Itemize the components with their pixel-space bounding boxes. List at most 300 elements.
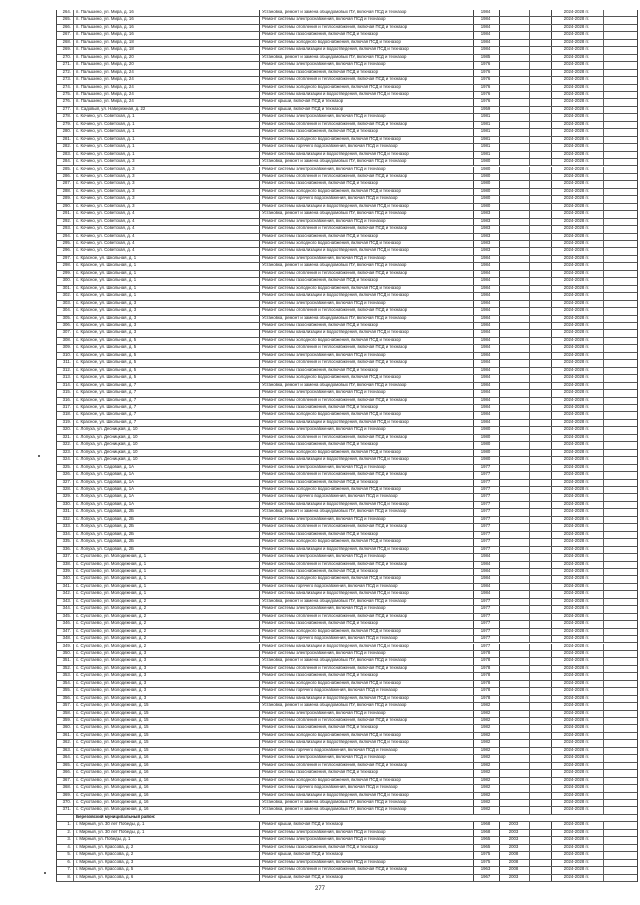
table-row [57, 629, 637, 636]
table-row [57, 502, 637, 509]
row-blank-cell [529, 517, 549, 523]
row-planned-period: 2024-2028 гг. [551, 494, 601, 500]
row-blank-cell [603, 860, 637, 866]
row-address: с. Кочино, ул. Советская, д. 3 [73, 159, 233, 165]
row-planned-period: 2024-2028 гг. [551, 338, 601, 344]
row-blank-cell [603, 17, 637, 23]
row-blank-cell [529, 785, 549, 791]
row-blank-cell [603, 763, 637, 769]
row-blank-cell [529, 248, 549, 254]
row-last-repair-year [499, 152, 527, 158]
row-address: с. Сухотаево, ул. Молодежная, д. 2 [73, 606, 233, 612]
row-blank-cell [529, 55, 549, 61]
row-planned-period: 2024-2028 гг. [551, 465, 601, 471]
table-row [57, 390, 637, 397]
row-number: 319. [62, 419, 71, 424]
row-last-repair-year [499, 450, 527, 456]
row-address: с. Сухотаево, ул. Молодежная, д. 16 [73, 793, 233, 799]
row-blank-cell [603, 204, 637, 210]
row-blank-cell [529, 435, 549, 441]
row-planned-period: 2024-2028 гг. [551, 591, 601, 597]
row-address: с. Сухотаево, ул. Молодежная, д. 16 [73, 755, 233, 761]
row-last-repair-year [499, 576, 527, 582]
row-planned-period: 2024-2028 гг. [551, 77, 601, 83]
row-blank-cell [529, 211, 549, 217]
row-build-year: 1982 [473, 740, 497, 746]
row-build-year: 1978 [473, 651, 497, 657]
row-work-type: Установка, ремонт и замена общедомовых ПУ, включая ПСД и техназор [259, 55, 471, 61]
row-address: п. Пальшино, ул. Мира, д. 24 [73, 92, 233, 98]
row-build-year: 1982 [473, 785, 497, 791]
row-planned-period: 2024-2028 гг. [551, 323, 601, 329]
row-blank-cell [603, 70, 637, 76]
table-row [57, 398, 637, 405]
table-row [57, 301, 637, 308]
row-build-year: 1982 [473, 807, 497, 813]
row-build-year: 1976 [473, 70, 497, 76]
row-address: с. Лопуха, ул. Десницкая, д. 10 [73, 457, 233, 463]
row-address: с. Сухотаево, ул. Молодежная, д. 2 [73, 599, 233, 605]
table-row [57, 852, 637, 859]
row-address: п. Пальшино, ул. Мира, д. 16 [73, 17, 233, 23]
row-work-type: Ремонт системы электроснабжения, включая ПСД и техназор [259, 606, 471, 612]
row-number: 343. [62, 598, 71, 603]
row-blank-cell [529, 32, 549, 38]
row-address: с. Лопуха, ул. Десницкая, д. 10 [73, 450, 233, 456]
row-build-year: 1984 [473, 293, 497, 299]
table-row [57, 330, 637, 337]
row-work-type: Ремонт системы электроснабжения, включая ПСД и техназор [259, 427, 471, 433]
row-blank-cell [603, 539, 637, 545]
row-blank-cell [529, 137, 549, 143]
row-blank-cell [529, 85, 549, 91]
row-planned-period: 2024-2028 гг. [551, 778, 601, 784]
row-last-repair-year [499, 256, 527, 262]
row-build-year: 1980 [473, 174, 497, 180]
row-address: с. Сухотаево, ул. Молодежная, д. 2 [73, 614, 233, 620]
row-blank-cell [529, 286, 549, 292]
row-number: 366. [62, 770, 71, 775]
row-build-year: 1982 [473, 718, 497, 724]
row-work-type: Ремонт системы газоснабжения, включая ПСД и техназор [259, 442, 471, 448]
row-blank-cell [529, 196, 549, 202]
row-last-repair-year [499, 375, 527, 381]
table-row [57, 368, 637, 375]
table-row [57, 830, 637, 837]
row-planned-period: 2024-2028 гг. [551, 658, 601, 664]
row-blank-cell [603, 778, 637, 784]
row-blank-cell [603, 278, 637, 284]
row-build-year: 1982 [473, 748, 497, 754]
row-blank-cell [603, 822, 637, 828]
row-last-repair-year [499, 733, 527, 739]
row-build-year: 1982 [473, 733, 497, 739]
row-build-year: 1982 [473, 711, 497, 717]
row-blank-cell [603, 129, 637, 135]
row-build-year: 1977 [473, 480, 497, 486]
row-last-repair-year [499, 99, 527, 105]
table-row [57, 47, 637, 54]
row-blank-cell [603, 845, 637, 851]
row-planned-period: 2024-2028 гг. [551, 360, 601, 366]
row-last-repair-year [499, 62, 527, 68]
row-blank-cell [603, 584, 637, 590]
row-work-type: Ремонт системы горячего водоснабжения, включая ПСД и техназор [259, 196, 471, 202]
row-blank-cell [603, 301, 637, 307]
row-last-repair-year: 2008 [499, 860, 527, 866]
row-work-type: Ремонт системы горячего водоснабжения, включая ПСД и техназор [259, 785, 471, 791]
row-number: 309. [62, 345, 71, 350]
row-build-year: 1978 [473, 658, 497, 664]
row-planned-period: 2024-2028 гг. [551, 614, 601, 620]
row-last-repair-year [499, 345, 527, 351]
row-planned-period: 2024-2028 гг. [551, 271, 601, 277]
row-blank-cell [603, 99, 637, 105]
row-work-type: Ремонт системы электроснабжения, включая ПСД и техназор [259, 256, 471, 262]
row-number: 330. [62, 501, 71, 506]
row-blank-cell [603, 62, 637, 68]
row-build-year: 1984 [473, 271, 497, 277]
row-last-repair-year [499, 308, 527, 314]
row-build-year: 1982 [473, 793, 497, 799]
table-row [57, 17, 637, 24]
row-number: 283. [62, 151, 71, 156]
row-build-year: 1980 [473, 435, 497, 441]
row-last-repair-year [499, 629, 527, 635]
row-number: 353. [62, 673, 71, 678]
table-row [57, 614, 637, 621]
row-planned-period: 2024-2028 гг. [551, 860, 601, 866]
row-blank-cell [529, 167, 549, 173]
row-planned-period: 2024-2028 гг. [551, 763, 601, 769]
row-last-repair-year [499, 763, 527, 769]
row-blank-cell [529, 405, 549, 411]
row-last-repair-year: 2003 [499, 875, 527, 881]
table-row [57, 666, 637, 673]
row-planned-period: 2024-2028 гг. [551, 785, 601, 791]
row-blank-cell [603, 271, 637, 277]
row-address: с. Красное, ул. Школьная, д. 1 [73, 293, 233, 299]
row-last-repair-year [499, 584, 527, 590]
row-planned-period: 2024-2028 гг. [551, 748, 601, 754]
row-last-repair-year [499, 636, 527, 642]
row-last-repair-year [499, 10, 527, 16]
table-row [57, 107, 637, 114]
row-build-year: 1984 [473, 420, 497, 426]
row-number: 272. [62, 69, 71, 74]
row-number: 4. [67, 844, 71, 849]
row-planned-period: 2024-2028 гг. [551, 398, 601, 404]
row-blank-cell [529, 502, 549, 508]
row-last-repair-year [499, 77, 527, 83]
row-last-repair-year [499, 748, 527, 754]
row-work-type: Ремонт системы отопления и теплоснабжения, включая ПСД и техназор [259, 122, 471, 128]
row-build-year: 1976 [473, 62, 497, 68]
row-work-type: Ремонт системы газоснабжения, включая ПСД и техназор [259, 32, 471, 38]
row-last-repair-year [499, 293, 527, 299]
row-build-year: 1984 [473, 256, 497, 262]
table-row [57, 599, 637, 606]
row-blank-cell [603, 234, 637, 240]
table-row [57, 427, 637, 434]
row-address: с. Лопуха, ул. Садовая, д. 2Б [73, 517, 233, 523]
row-work-type: Ремонт системы отопления и теплоснабжения, включая ПСД и техназор [259, 472, 471, 478]
row-work-type: Установка, ремонт и замена общедомовых ПУ, включая ПСД и техназор [259, 800, 471, 806]
row-number: 273. [62, 77, 71, 82]
row-build-year: 1984 [473, 301, 497, 307]
row-address: с. Сухотаево, ул. Молодежная, д. 15 [73, 711, 233, 717]
row-blank-cell [529, 107, 549, 113]
row-work-type: Ремонт крыши, включая ПСД и техназор [259, 99, 471, 105]
row-address: с. Красное, ул. Школьная, д. 1 [73, 256, 233, 262]
row-blank-cell [603, 25, 637, 31]
row-work-type: Установка, ремонт и замена общедомовых ПУ, включая ПСД и техназор [259, 703, 471, 709]
table-row [57, 651, 637, 658]
row-blank-cell [529, 427, 549, 433]
row-blank-cell [529, 666, 549, 672]
row-blank-cell [603, 703, 637, 709]
row-build-year: 1981 [473, 152, 497, 158]
row-blank-cell [529, 584, 549, 590]
row-blank-cell [529, 845, 549, 851]
row-build-year: 1984 [473, 383, 497, 389]
row-number: 348. [62, 636, 71, 641]
row-blank-cell [603, 189, 637, 195]
row-planned-period: 2024-2028 гг. [551, 427, 601, 433]
row-build-year: 1984 [473, 569, 497, 575]
row-last-repair-year [499, 353, 527, 359]
row-address: с. Лопуха, ул. Садовая, д. 1А [73, 472, 233, 478]
row-address: с. Сухотаево, ул. Молодежная, д. 15 [73, 733, 233, 739]
row-work-type: Ремонт системы холодного водоснабжения, включая ПСД и техназор [259, 375, 471, 381]
row-last-repair-year: 2008 [499, 852, 527, 858]
row-build-year: 1983 [473, 241, 497, 247]
table-row [57, 32, 637, 39]
row-number: 3. [67, 837, 71, 842]
row-last-repair-year [499, 696, 527, 702]
table-row [57, 129, 637, 136]
row-planned-period: 2024-2028 гг. [551, 181, 601, 187]
row-address: п. Пальшино, ул. Мира, д. 20 [73, 62, 233, 68]
row-last-repair-year [499, 725, 527, 731]
row-number: 306. [62, 323, 71, 328]
row-address: г. Мирный, ул. Крассова, д. 2 [73, 852, 233, 858]
row-number: 320. [62, 427, 71, 432]
row-planned-period: 2024-2028 гг. [551, 606, 601, 612]
row-number: 340. [62, 576, 71, 581]
row-planned-period: 2024-2028 гг. [551, 822, 601, 828]
table-row [57, 442, 637, 449]
table-row [57, 234, 637, 241]
table-row [57, 807, 637, 814]
row-last-repair-year [499, 383, 527, 389]
row-last-repair-year [499, 144, 527, 150]
row-blank-cell [529, 368, 549, 374]
row-last-repair-year: 2008 [499, 867, 527, 873]
row-blank-cell [529, 398, 549, 404]
row-work-type: Ремонт системы горячего водоснабжения, включая ПСД и техназор [259, 584, 471, 590]
row-planned-period: 2024-2028 гг. [551, 286, 601, 292]
row-work-type: Ремонт системы отопления и теплоснабжения, включая ПСД и техназор [259, 666, 471, 672]
row-address: с. Кочино, ул. Советская, д. 4 [73, 219, 233, 225]
row-number: 282. [62, 144, 71, 149]
row-planned-period: 2024-2028 гг. [551, 696, 601, 702]
row-work-type: Ремонт системы канализации и водоотведения, включая ПСД и техназор [259, 502, 471, 508]
row-build-year: 1982 [473, 763, 497, 769]
table-row [57, 77, 637, 84]
row-number: 368. [62, 785, 71, 790]
table-row [57, 837, 637, 844]
row-blank-cell [529, 301, 549, 307]
row-blank-cell [603, 494, 637, 500]
row-last-repair-year [499, 226, 527, 232]
row-work-type: Ремонт системы отопления и теплоснабжения, включая ПСД и техназор [259, 524, 471, 530]
table-row [57, 681, 637, 688]
row-blank-cell [603, 114, 637, 120]
row-number: 357. [62, 703, 71, 708]
row-planned-period: 2024-2028 гг. [551, 204, 601, 210]
row-blank-cell [603, 450, 637, 456]
row-planned-period: 2024-2028 гг. [551, 137, 601, 143]
row-address: с. Кочино, ул. Советская, д. 1 [73, 137, 233, 143]
table-row [57, 800, 637, 807]
row-number: 339. [62, 568, 71, 573]
row-planned-period: 2024-2028 гг. [551, 435, 601, 441]
table-row [57, 293, 637, 300]
row-work-type: Установка, ремонт и замена общедомовых ПУ, включая ПСД и техназор [259, 316, 471, 322]
row-planned-period: 2024-2028 гг. [551, 517, 601, 523]
row-build-year: 1983 [473, 211, 497, 217]
row-work-type: Ремонт системы холодного водоснабжения, включая ПСД и техназор [259, 85, 471, 91]
row-last-repair-year [499, 47, 527, 53]
row-blank-cell [529, 852, 549, 858]
row-number: 302. [62, 293, 71, 298]
row-build-year: 1977 [473, 472, 497, 478]
table-row [57, 703, 637, 710]
row-blank-cell [529, 241, 549, 247]
row-blank-cell [529, 174, 549, 180]
row-work-type: Ремонт системы холодного водоснабжения, включая ПСД и техназор [259, 487, 471, 493]
row-blank-cell [603, 569, 637, 575]
row-number: 324. [62, 457, 71, 462]
row-address: г. Мирный, ул. Крассова, д. 5 [73, 867, 233, 873]
row-work-type: Ремонт системы отопления и теплоснабжения, включая ПСД и техназор [259, 398, 471, 404]
row-work-type: Ремонт системы газоснабжения, включая ПСД и техназор [259, 725, 471, 731]
row-blank-cell [603, 673, 637, 679]
row-blank-cell [529, 122, 549, 128]
row-blank-cell [529, 696, 549, 702]
row-blank-cell [603, 599, 637, 605]
row-address: с. Лопуха, ул. Десницкая, д. 10 [73, 435, 233, 441]
row-last-repair-year [499, 509, 527, 515]
row-blank-cell [603, 435, 637, 441]
row-last-repair-year [499, 517, 527, 523]
row-blank-cell [529, 800, 549, 806]
row-blank-cell [603, 621, 637, 627]
row-planned-period: 2024-2028 гг. [551, 837, 601, 843]
row-work-type: Ремонт системы электроснабжения, включая ПСД и техназор [259, 651, 471, 657]
table-row [57, 725, 637, 732]
row-build-year: 1981 [473, 144, 497, 150]
table-row [57, 241, 637, 248]
row-address: с. Сухотаево, ул. Молодежная, д. 16 [73, 785, 233, 791]
row-work-type: Ремонт системы холодного водоснабжения, включая ПСД и техназор [259, 629, 471, 635]
row-work-type: Установка, ремонт и замена общедомовых ПУ, включая ПСД и техназор [259, 807, 471, 813]
row-address: с. Сухотаево, ул. Молодежная, д. 3 [73, 688, 233, 694]
row-planned-period: 2024-2028 гг. [551, 92, 601, 98]
row-address: с. Кочино, ул. Советская, д. 1 [73, 152, 233, 158]
row-blank-cell [603, 644, 637, 650]
row-address: с. Лопуха, ул. Садовая, д. 1А [73, 502, 233, 508]
row-number: 281. [62, 136, 71, 141]
row-address: с. Лопуха, ул. Садовая, д. 1А [73, 480, 233, 486]
row-number: 334. [62, 531, 71, 536]
row-work-type: Установка, ремонт и замена общедомовых ПУ, включая ПСД и техназор [259, 10, 471, 16]
row-planned-period: 2024-2028 гг. [551, 114, 601, 120]
row-last-repair-year [499, 778, 527, 784]
row-number: 305. [62, 315, 71, 320]
row-blank-cell [529, 360, 549, 366]
row-build-year: 1968 [473, 830, 497, 836]
row-build-year: 1977 [473, 487, 497, 493]
row-number: 350. [62, 650, 71, 655]
row-last-repair-year [499, 398, 527, 404]
row-work-type: Ремонт системы канализации и водоотведения, включая ПСД и техназор [259, 152, 471, 158]
row-blank-cell [529, 554, 549, 560]
row-blank-cell [603, 547, 637, 553]
row-blank-cell [603, 398, 637, 404]
row-blank-cell [529, 129, 549, 135]
row-number: 338. [62, 561, 71, 566]
row-number: 274. [62, 84, 71, 89]
row-number: 2. [67, 829, 71, 834]
row-blank-cell [529, 636, 549, 642]
row-blank-cell [603, 576, 637, 582]
row-planned-period: 2024-2028 гг. [551, 248, 601, 254]
row-work-type: Ремонт системы отопления и теплоснабжения, включая ПСД и техназор [259, 435, 471, 441]
row-build-year: 1976 [473, 99, 497, 105]
row-last-repair-year: 2003 [499, 830, 527, 836]
row-blank-cell [603, 412, 637, 418]
row-build-year: 1980 [473, 181, 497, 187]
row-last-repair-year [499, 32, 527, 38]
row-blank-cell [529, 837, 549, 843]
row-number: 297. [62, 255, 71, 260]
table-row [57, 539, 637, 546]
row-build-year: 1975 [473, 852, 497, 858]
row-build-year: 1980 [473, 427, 497, 433]
row-build-year: 1984 [473, 263, 497, 269]
row-work-type: Ремонт системы газоснабжения, включая ПСД и техназор [259, 532, 471, 538]
row-planned-period: 2024-2028 гг. [551, 576, 601, 582]
row-build-year: 1984 [473, 323, 497, 329]
row-last-repair-year [499, 472, 527, 478]
row-work-type: Ремонт системы отопления и теплоснабжения, включая ПСД и техназор [259, 25, 471, 31]
row-number: 335. [62, 539, 71, 544]
row-number: 264. [62, 10, 71, 14]
row-number: 280. [62, 129, 71, 134]
table-row [57, 226, 637, 233]
row-blank-cell [529, 189, 549, 195]
row-address: с. Кочино, ул. Советская, д. 3 [73, 181, 233, 187]
row-work-type: Ремонт крыши, включая ПСД и техназор [259, 875, 471, 881]
row-build-year: 1978 [473, 688, 497, 694]
row-build-year: 1984 [473, 308, 497, 314]
table-row [57, 219, 637, 226]
row-blank-cell [529, 651, 549, 657]
row-blank-cell [603, 606, 637, 612]
table-row [57, 420, 637, 427]
